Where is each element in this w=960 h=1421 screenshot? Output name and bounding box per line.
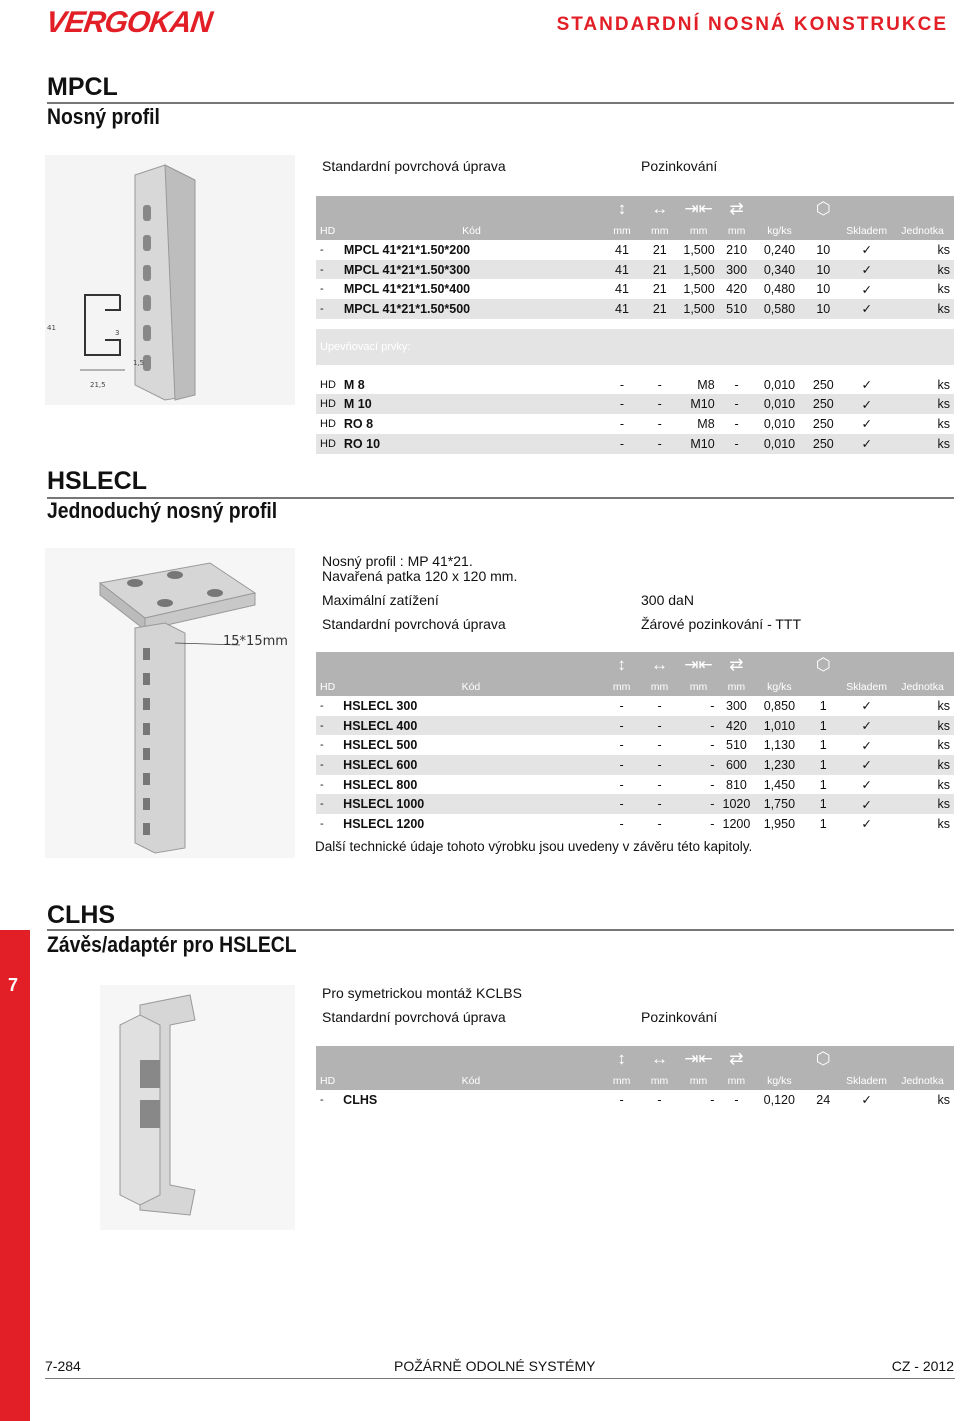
column-icon — [316, 196, 340, 222]
column-header: Skladem — [842, 1072, 891, 1090]
footer-center: POŽÁRNĚ ODOLNÉ SYSTÉMY — [394, 1358, 596, 1374]
surface-label: Standardní povrchová úprava — [322, 1009, 506, 1025]
table-cell: 10 — [804, 299, 842, 319]
column-icon: ↔ — [641, 652, 679, 678]
table-cell: 21 — [641, 260, 679, 280]
column-header: Jednotka — [891, 678, 954, 696]
section-name: Závěs/adaptér pro HSLECL — [47, 932, 297, 957]
mpcl-table — [316, 196, 954, 454]
column-header: mm — [603, 1072, 641, 1090]
table-cell: 250 — [804, 375, 842, 395]
product-code: HSLECL 500 — [339, 735, 603, 755]
column-icon — [891, 1046, 954, 1072]
table-cell: ✓ — [842, 434, 891, 454]
column-header: mm — [719, 222, 755, 240]
surface-label: Standardní povrchová úprava — [322, 616, 506, 632]
product-code: HSLECL 800 — [339, 775, 603, 795]
table-cell: - — [603, 414, 641, 434]
load-value: 300 daN — [641, 592, 694, 608]
column-icon: ⇄ — [718, 652, 754, 678]
table-cell: 0,240 — [755, 240, 805, 260]
table-cell: HD — [316, 375, 340, 395]
column-header: mm — [603, 222, 641, 240]
table-cell: ks — [891, 735, 954, 755]
description-line: Navařená patka 120 x 120 mm. — [322, 568, 518, 584]
description-line: Pro symetrickou montáž KCLBS — [322, 985, 522, 1001]
column-header: HD — [316, 222, 340, 240]
table-cell: - — [678, 755, 718, 775]
column-icon — [340, 196, 603, 222]
column-icon: ⇄ — [719, 196, 755, 222]
column-header: Jednotka — [891, 1072, 954, 1090]
table-cell: - — [678, 716, 718, 736]
section-title-mpcl — [47, 72, 175, 132]
column-header: mm — [718, 1072, 754, 1090]
product-code: HSLECL 1000 — [339, 794, 603, 814]
drawing-label: 41 — [47, 324, 56, 332]
product-code: MPCL 41*21*1.50*200 — [340, 240, 603, 260]
product-code: MPCL 41*21*1.50*400 — [340, 279, 603, 299]
column-icon: ⬡ — [804, 1046, 842, 1072]
section-name: Nosný profil — [47, 104, 160, 129]
table-cell: - — [316, 814, 339, 834]
column-header — [804, 678, 842, 696]
table-row — [316, 716, 954, 736]
column-header: kg/ks — [754, 1072, 804, 1090]
table-cell: 510 — [718, 735, 754, 755]
product-code: RO 8 — [340, 414, 603, 434]
column-header: Kód — [339, 1072, 602, 1090]
table-cell: 41 — [603, 299, 641, 319]
table-row — [316, 414, 954, 434]
table-cell: M8 — [679, 414, 719, 434]
column-header: HD — [316, 1072, 339, 1090]
table-cell: 1,450 — [754, 775, 804, 795]
table-row — [316, 299, 954, 319]
footer-page-number: 7-284 — [45, 1358, 81, 1374]
clhs-table — [316, 1046, 954, 1110]
table-cell: ks — [891, 775, 954, 795]
column-header: mm — [641, 222, 679, 240]
table-cell: 41 — [603, 279, 641, 299]
table-cell: - — [641, 1090, 679, 1110]
table-cell: - — [603, 794, 641, 814]
table-cell: 41 — [603, 240, 641, 260]
section-code: CLHS — [47, 901, 116, 929]
column-header: mm — [679, 222, 719, 240]
drawing-label: 21,5 — [90, 381, 106, 389]
table-cell: 250 — [804, 414, 842, 434]
table-cell: ks — [891, 394, 954, 414]
table-cell: M10 — [679, 394, 719, 414]
table-cell: 24 — [804, 1090, 842, 1110]
table-cell: - — [316, 775, 339, 795]
table-cell: - — [316, 240, 340, 260]
column-header: kg/ks — [754, 678, 804, 696]
table-cell: 510 — [719, 299, 755, 319]
column-icon — [754, 1046, 804, 1072]
column-header: Kód — [340, 222, 603, 240]
surface-label: Standardní povrchová úprava — [322, 158, 506, 174]
table-cell: - — [316, 260, 340, 280]
column-icon — [842, 652, 891, 678]
description-line: Nosný profil : MP 41*21. — [322, 553, 473, 569]
table-cell: - — [641, 696, 679, 716]
column-header: HD — [316, 678, 339, 696]
table-cell: ✓ — [842, 814, 891, 834]
mpcl-product-image — [45, 155, 295, 405]
table-cell: 21 — [641, 240, 679, 260]
table-cell: 41 — [603, 260, 641, 280]
column-icon — [891, 196, 954, 222]
table-cell: - — [603, 814, 641, 834]
table-cell: ks — [891, 375, 954, 395]
table-cell: ks — [891, 299, 954, 319]
section-title-clhs — [47, 900, 331, 960]
table-row — [316, 1090, 954, 1110]
table-row — [316, 696, 954, 716]
table-cell: 1,010 — [754, 716, 804, 736]
product-code: HSLECL 400 — [339, 716, 603, 736]
table-cell: ks — [891, 696, 954, 716]
table-cell: - — [641, 716, 679, 736]
table-cell: 0,580 — [755, 299, 805, 319]
table-cell: - — [603, 1090, 641, 1110]
table-cell: - — [678, 814, 718, 834]
table-cell: 1 — [804, 814, 842, 834]
table-cell: 21 — [641, 279, 679, 299]
table-cell: ks — [891, 716, 954, 736]
product-code: CLHS — [339, 1090, 602, 1110]
table-cell: - — [718, 1090, 754, 1110]
column-header: Skladem — [842, 678, 891, 696]
chapter-number: 7 — [8, 975, 19, 995]
table-cell: 1 — [804, 696, 842, 716]
table-cell: 1 — [804, 735, 842, 755]
table-cell: 10 — [804, 260, 842, 280]
table-cell: ks — [891, 1090, 954, 1110]
table-cell: ks — [891, 794, 954, 814]
table-cell: - — [641, 434, 679, 454]
table-cell: 1,500 — [679, 279, 719, 299]
table-cell: 420 — [719, 279, 755, 299]
table-cell: - — [641, 775, 679, 795]
table-row — [316, 394, 954, 414]
product-code: M 10 — [340, 394, 603, 414]
table-cell: - — [316, 794, 339, 814]
footer-rule — [45, 1378, 955, 1379]
table-cell: M10 — [679, 434, 719, 454]
table-row — [316, 279, 954, 299]
table-cell: - — [603, 696, 641, 716]
table-cell: - — [719, 375, 755, 395]
table-cell: 250 — [804, 434, 842, 454]
table-cell: - — [603, 716, 641, 736]
table-cell: 10 — [804, 279, 842, 299]
table-cell: 210 — [719, 240, 755, 260]
drawing-label: 3 — [115, 329, 120, 337]
table-cell: ks — [891, 814, 954, 834]
table-cell: 1,750 — [754, 794, 804, 814]
table-cell: - — [719, 414, 755, 434]
footer-right: CZ - 2012 — [891, 1358, 954, 1374]
table-cell: - — [316, 279, 340, 299]
column-header: Kód — [339, 678, 603, 696]
table-row — [316, 814, 954, 834]
column-header — [804, 1072, 842, 1090]
table-cell: HD — [316, 394, 340, 414]
table-cell: ✓ — [842, 240, 891, 260]
table-cell: M8 — [679, 375, 719, 395]
table-row — [316, 735, 954, 755]
column-icon — [891, 652, 954, 678]
table-cell: - — [603, 375, 641, 395]
surface-value: Žárové pozinkování - TTT — [641, 616, 802, 632]
table-cell: 810 — [718, 775, 754, 795]
column-icon — [316, 1046, 339, 1072]
image-label: 15*15mm — [223, 634, 288, 649]
product-code: HSLECL 1200 — [339, 814, 603, 834]
table-cell: - — [316, 696, 339, 716]
table-cell: 1,500 — [679, 240, 719, 260]
table-cell: ✓ — [842, 696, 891, 716]
table-row — [316, 755, 954, 775]
column-header: Jednotka — [891, 222, 954, 240]
table-row — [316, 434, 954, 454]
column-icon: ↔ — [641, 1046, 679, 1072]
table-cell: ✓ — [842, 716, 891, 736]
column-header: mm — [678, 678, 718, 696]
table-cell: 250 — [804, 394, 842, 414]
section-title-hslecl — [47, 466, 309, 526]
table-cell: HD — [316, 414, 340, 434]
table-cell: - — [316, 299, 340, 319]
table-cell: - — [603, 394, 641, 414]
table-cell: 1020 — [718, 794, 754, 814]
product-code: MPCL 41*21*1.50*300 — [340, 260, 603, 280]
table-cell: 0,010 — [755, 375, 805, 395]
technical-note: Další technické údaje tohoto výrobku jsou uvedeny v závěru této kapitoly. — [315, 839, 753, 854]
table-cell: - — [678, 735, 718, 755]
table-cell: ✓ — [842, 299, 891, 319]
table-cell: - — [678, 775, 718, 795]
table-cell: 1,130 — [754, 735, 804, 755]
column-header: mm — [678, 1072, 718, 1090]
table-cell: ✓ — [842, 755, 891, 775]
table-cell: - — [678, 696, 718, 716]
column-icon — [842, 1046, 891, 1072]
hslecl-table — [316, 652, 954, 834]
table-cell: ks — [891, 240, 954, 260]
table-cell: 600 — [718, 755, 754, 775]
table-cell: - — [678, 1090, 718, 1110]
surface-value: Pozinkování — [641, 1009, 718, 1025]
column-icon — [842, 196, 891, 222]
fixings-subheading: Upevňovací prvky: — [316, 329, 954, 365]
clhs-product-image — [100, 985, 295, 1230]
vergokan-logo: VERGOKAN — [43, 6, 214, 39]
table-cell: 1 — [804, 794, 842, 814]
table-cell: - — [678, 794, 718, 814]
table-cell: 1200 — [718, 814, 754, 834]
table-row — [316, 240, 954, 260]
table-cell: 300 — [719, 260, 755, 280]
table-row — [316, 775, 954, 795]
table-cell: 21 — [641, 299, 679, 319]
table-cell: ✓ — [842, 794, 891, 814]
table-cell: 0,120 — [754, 1090, 804, 1110]
table-cell: - — [719, 434, 755, 454]
column-header: mm — [603, 678, 641, 696]
column-icon: ⇄ — [718, 1046, 754, 1072]
table-cell: ks — [891, 414, 954, 434]
column-header — [804, 222, 842, 240]
section-code: HSLECL — [47, 467, 147, 495]
table-cell: - — [316, 735, 339, 755]
column-icon: ↔ — [641, 196, 679, 222]
table-cell: ks — [891, 755, 954, 775]
table-cell: 0,010 — [755, 434, 805, 454]
table-cell: ✓ — [842, 394, 891, 414]
table-cell: ✓ — [842, 279, 891, 299]
table-cell: 1,950 — [754, 814, 804, 834]
column-header: mm — [641, 678, 679, 696]
product-code: RO 10 — [340, 434, 603, 454]
table-cell: - — [641, 814, 679, 834]
table-cell: 0,010 — [755, 414, 805, 434]
table-cell: - — [316, 716, 339, 736]
table-cell: 1 — [804, 775, 842, 795]
page-header-title: STANDARDNÍ NOSNÁ KONSTRUKCE — [556, 14, 948, 35]
column-icon: ⇥⇤ — [678, 1046, 718, 1072]
table-cell: 0,340 — [755, 260, 805, 280]
table-cell: ks — [891, 279, 954, 299]
table-cell: - — [316, 755, 339, 775]
table-cell: - — [719, 394, 755, 414]
table-cell: - — [603, 775, 641, 795]
table-cell: ✓ — [842, 260, 891, 280]
table-cell: 1 — [804, 716, 842, 736]
table-cell: - — [641, 375, 679, 395]
table-row — [316, 375, 954, 395]
table-cell: 300 — [718, 696, 754, 716]
table-cell: - — [316, 1090, 339, 1110]
table-cell: - — [641, 735, 679, 755]
column-icon: ⇥⇤ — [678, 652, 718, 678]
column-header: mm — [641, 1072, 679, 1090]
table-cell: - — [641, 394, 679, 414]
table-cell: - — [641, 755, 679, 775]
column-icon — [339, 1046, 602, 1072]
table-cell: ✓ — [842, 414, 891, 434]
surface-value: Pozinkování — [641, 158, 718, 174]
table-cell: 0,010 — [755, 394, 805, 414]
table-cell: ✓ — [842, 375, 891, 395]
chapter-side-bar — [0, 930, 30, 1421]
table-cell: 420 — [718, 716, 754, 736]
hslecl-product-image — [45, 548, 295, 858]
column-icon: ⬡ — [804, 652, 842, 678]
table-cell: - — [641, 414, 679, 434]
table-cell: 1,500 — [679, 260, 719, 280]
table-row — [316, 260, 954, 280]
table-row — [316, 794, 954, 814]
section-code: MPCL — [47, 73, 118, 101]
product-code: M 8 — [340, 375, 603, 395]
table-cell: ✓ — [842, 1090, 891, 1110]
table-cell: ✓ — [842, 735, 891, 755]
table-cell: 0,480 — [755, 279, 805, 299]
column-icon: ↕ — [603, 1046, 641, 1072]
column-icon: ↕ — [603, 652, 641, 678]
column-header: kg/ks — [755, 222, 805, 240]
column-header: Skladem — [842, 222, 891, 240]
product-code: MPCL 41*21*1.50*500 — [340, 299, 603, 319]
column-icon — [339, 652, 603, 678]
table-cell: HD — [316, 434, 340, 454]
table-cell: - — [603, 755, 641, 775]
column-icon — [755, 196, 805, 222]
column-icon: ⇥⇤ — [679, 196, 719, 222]
table-cell: - — [603, 735, 641, 755]
column-icon: ↕ — [603, 196, 641, 222]
table-cell: - — [641, 794, 679, 814]
table-cell: 1,230 — [754, 755, 804, 775]
table-cell: ks — [891, 260, 954, 280]
column-icon — [754, 652, 804, 678]
table-cell: ks — [891, 434, 954, 454]
section-name: Jednoduchý nosný profil — [47, 498, 278, 523]
product-code: HSLECL 600 — [339, 755, 603, 775]
column-icon: ⬡ — [804, 196, 842, 222]
table-cell: 1 — [804, 755, 842, 775]
table-cell: ✓ — [842, 775, 891, 795]
table-cell: 0,850 — [754, 696, 804, 716]
column-icon — [316, 652, 339, 678]
drawing-label: 1,5 — [133, 359, 145, 367]
table-cell: 10 — [804, 240, 842, 260]
section-rule — [47, 102, 954, 104]
table-cell: 1,500 — [679, 299, 719, 319]
table-cell: - — [603, 434, 641, 454]
load-label: Maximální zatížení — [322, 592, 439, 608]
column-header: mm — [718, 678, 754, 696]
product-code: HSLECL 300 — [339, 696, 603, 716]
